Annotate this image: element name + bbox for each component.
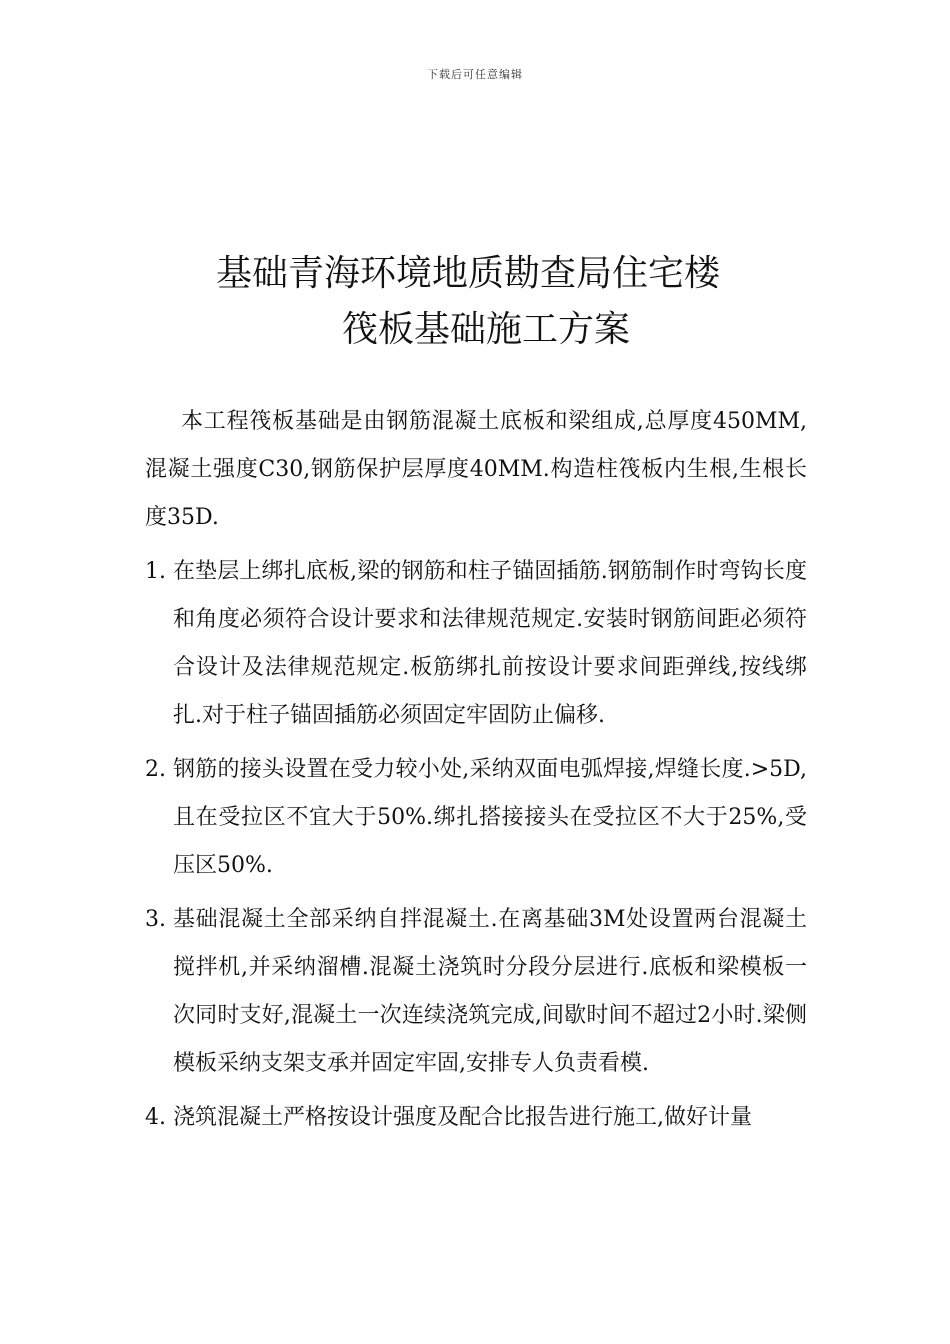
list-item-number: 2.: [145, 757, 166, 782]
construction-steps-list: [145, 548, 807, 1142]
list-item: [145, 746, 807, 890]
document-title: [0, 246, 950, 358]
title-line-2: 筏板基础施工方案: [341, 309, 630, 350]
list-item-number: 3.: [145, 907, 166, 932]
document-body: [145, 398, 807, 1142]
list-item: [145, 548, 807, 740]
list-item-number: 1.: [145, 559, 166, 584]
list-item-text: 浇筑混凝土严格按设计强度及配合比报告进行施工,做好计量: [173, 1105, 752, 1130]
list-item: [145, 896, 807, 1088]
list-item-number: 4.: [145, 1105, 166, 1130]
list-item-text: 在垫层上绑扎底板,梁的钢筋和柱子锚固插筋.钢筋制作时弯钩长度和角度必须符合设计要求和法律规范规定.安装时钢筋间距必须符合设计及法律规范规定.板筋绑扎前按设计要求间距弹线,按线绑扎.对于柱子锚固插筋必须固定牢固防止偏移.: [173, 559, 807, 728]
list-item-text: 基础混凝土全部采纳自拌混凝土.在离基础3M处设置两台混凝土搅拌机,并采纳溜槽.混凝土浇筑时分段分层进行.底板和梁模板一次同时支好,混凝土一次连续浇筑完成,间歇时间不超过2小时.梁侧模板采纳支架支承并固定牢固,安排专人负责看模.: [173, 907, 807, 1076]
list-item: [145, 1094, 807, 1142]
intro-paragraph: 本工程筏板基础是由钢筋混凝土底板和梁组成,总厚度450MM,混凝土强度C30,钢筋保护层厚度40MM.构造柱筏板内生根,生根长度35D.: [145, 409, 807, 530]
list-item-text: 钢筋的接头设置在受力较小处,采纳双面电弧焊接,焊缝长度.>5D,且在受拉区不宜大于50%.绑扎搭接接头在受拉区不大于25%,受压区50%.: [173, 757, 807, 878]
header-note: 下载后可任意编辑: [427, 68, 523, 81]
title-line-1: 基础青海环境地质勘查局住宅楼: [215, 253, 720, 294]
